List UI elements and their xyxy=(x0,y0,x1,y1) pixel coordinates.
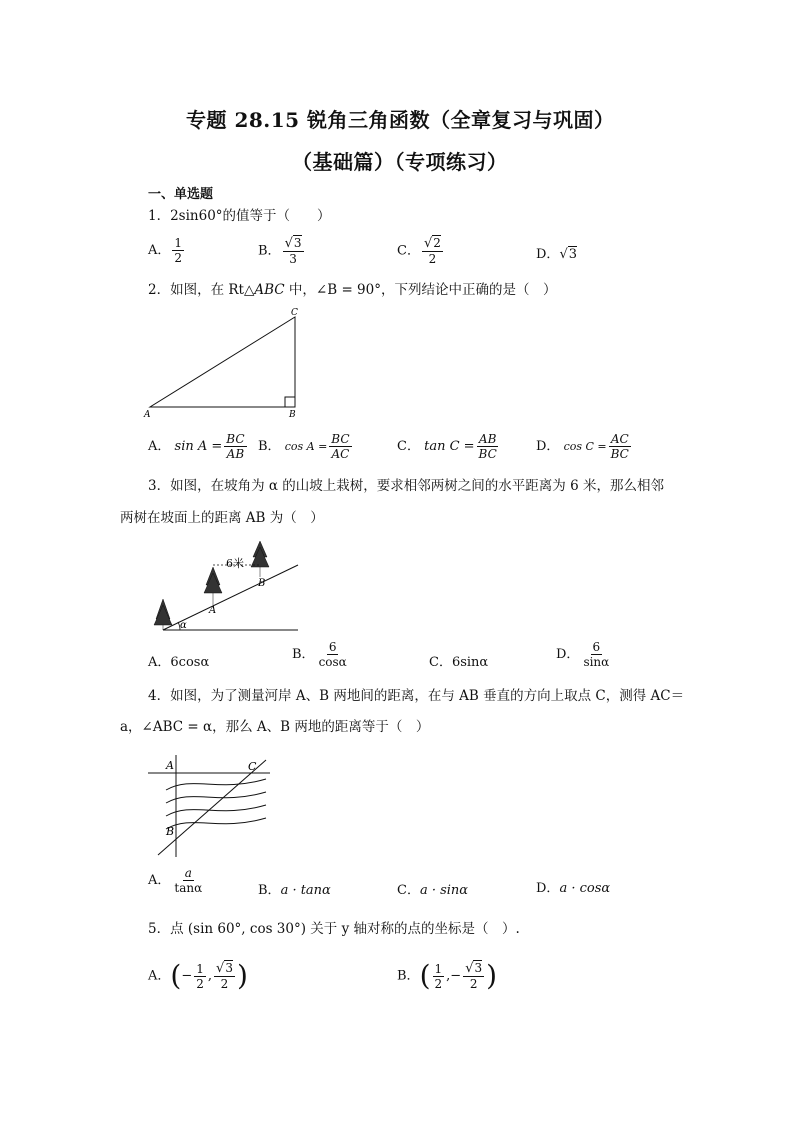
q1-option-d[interactable]: D．√3 xyxy=(536,247,578,262)
fraction: $\frac{1}{2}$ xyxy=(174,236,183,265)
q1-option-a[interactable] xyxy=(148,236,186,265)
tree-icon xyxy=(154,599,172,630)
q5-option-b[interactable]: B．( $\frac{1}{2}$ ,− $\frac{√3}{2}$ ) xyxy=(397,959,498,992)
q3-option-a[interactable]: A．6cosα xyxy=(148,655,210,670)
vertex-label-b: B xyxy=(289,410,296,420)
q3-slope-figure xyxy=(148,535,303,635)
q4-option-a[interactable]: A． $\frac{a}{\tan\alpha}$ xyxy=(148,866,203,895)
point-label-a: A xyxy=(209,605,217,616)
point-label-a: A xyxy=(166,759,174,772)
q4-river-figure xyxy=(148,755,278,860)
point-label-b: B xyxy=(258,578,266,589)
question-3-stem-line1: 3．如图，在坡角为 α 的山坡上栽树，要求相邻两树之间的水平距离为 6 米，那么相邻 xyxy=(148,478,664,494)
question-1-stem: 1．2sin60°的值等于（ ） xyxy=(148,208,331,224)
angle-label: α xyxy=(180,620,187,631)
q2-option-d[interactable]: D． cos C = $\frac{AC}{BC}$ xyxy=(536,432,629,461)
fraction: $\frac{√2}{2}$ xyxy=(423,236,441,266)
q3-option-b[interactable]: B． $\frac{6}{\cos\alpha}$ xyxy=(292,640,347,669)
q1-option-c[interactable] xyxy=(397,236,445,266)
q4-option-b[interactable]: B．a · tanα xyxy=(258,883,331,898)
fraction: $\frac{√3}{3}$ xyxy=(284,236,302,266)
q2-option-c[interactable]: C． tan C = $\frac{AB}{BC}$ xyxy=(397,432,497,461)
distance-label: 6米 xyxy=(226,557,244,570)
tree-icon xyxy=(251,541,269,577)
document-title: 专题 28.15 锐角三角函数（全章复习与巩固） xyxy=(186,108,615,132)
vertex-label-a: A xyxy=(144,410,151,420)
option-label: D． xyxy=(536,247,560,262)
radicand: 3 xyxy=(568,247,578,262)
q5-option-a[interactable]: A．(− $\frac{1}{2}$ , $\frac{√3}{2}$ ) xyxy=(148,959,248,992)
q2-triangle-figure xyxy=(140,305,310,420)
option-label: C． xyxy=(397,243,420,259)
option-label: A． xyxy=(148,243,171,258)
q4-option-c[interactable]: C．a · sinα xyxy=(397,883,469,898)
q2-option-b[interactable]: B． cos A = $\frac{BC}{AC}$ xyxy=(258,432,350,461)
document-subtitle: （基础篇）（专项练习） xyxy=(292,150,508,174)
question-3-stem-line2: 两树在坡面上的距离 AB 为（ ） xyxy=(120,510,324,526)
q2-option-a[interactable]: A． sin A = $\frac{BC}{AB}$ xyxy=(148,432,245,461)
point-label-b: B xyxy=(166,825,175,838)
point-label-c: C xyxy=(248,760,257,773)
tree-icon xyxy=(204,567,222,605)
question-5-stem: 5．点 (sin 60°, cos 30°) 关于 y 轴对称的点的坐标是（ ）. xyxy=(148,921,520,937)
vertex-label-c: C xyxy=(291,308,298,318)
q3-option-d[interactable]: D． $\frac{6}{\sin\alpha}$ xyxy=(556,640,610,669)
section-heading: 一、单选题 xyxy=(148,187,214,202)
question-4-stem-line1: 4．如图，为了测量河岸 A、B 两地间的距离，在与 AB 垂直的方向上取点 C，测得 AC＝ xyxy=(148,688,685,704)
q1-option-b[interactable] xyxy=(258,236,306,266)
question-4-stem-line2: a，∠ABC = α，那么 A、B 两地的距离等于（ ） xyxy=(120,719,430,735)
q3-option-c[interactable]: C．6sinα xyxy=(429,655,489,670)
q4-option-d[interactable]: D．a · cosα xyxy=(536,881,611,896)
question-2-stem: 2．如图，在 Rt△ABC 中，∠B = 90°，下列结论中正确的是（ ） xyxy=(148,282,557,298)
option-label: B． xyxy=(258,243,281,259)
